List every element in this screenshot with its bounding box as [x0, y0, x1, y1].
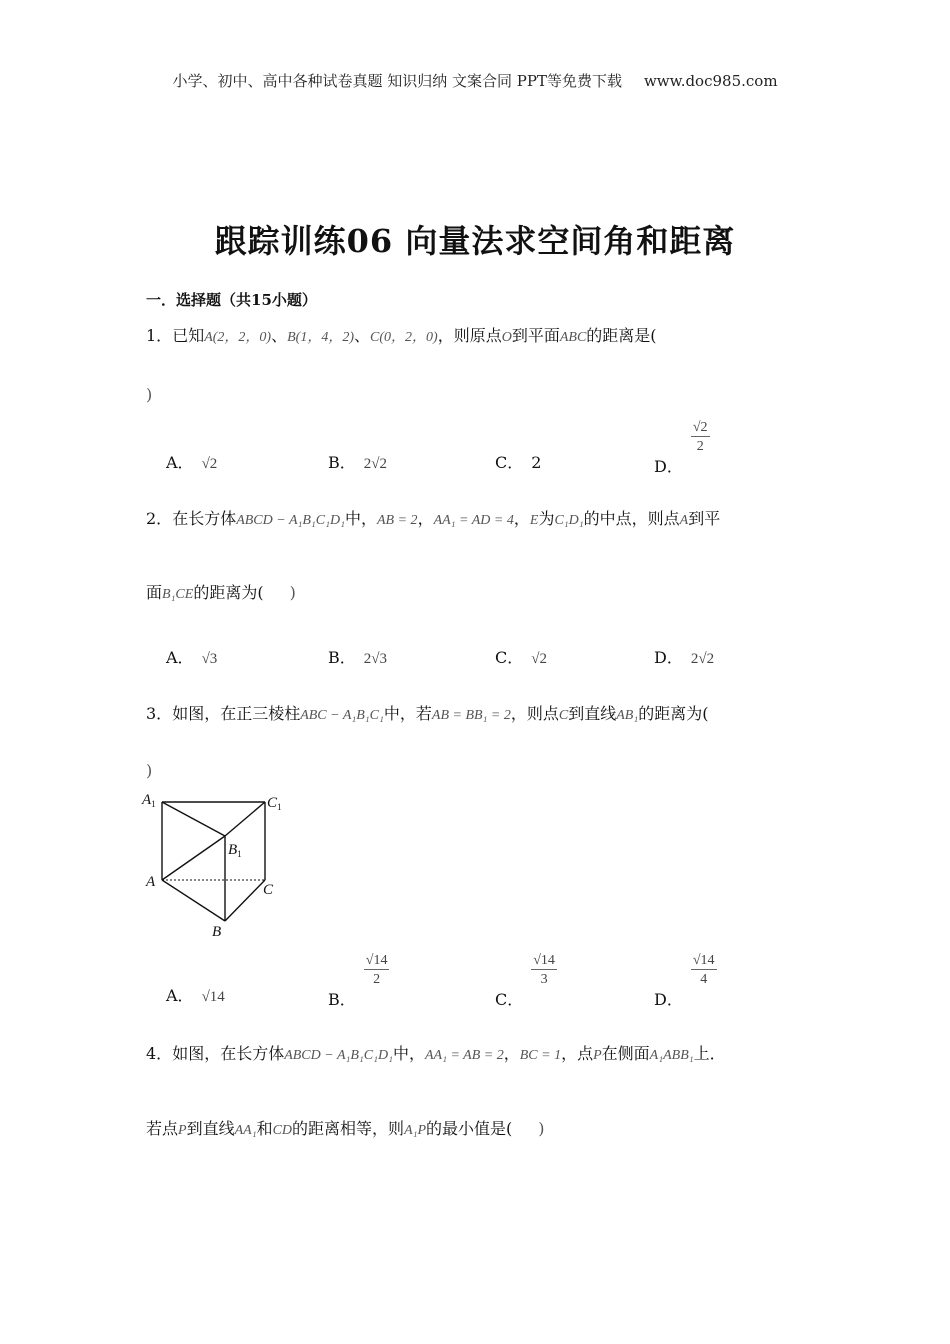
q2-option-b[interactable] [328, 645, 387, 668]
option-label: C． [495, 648, 524, 667]
q3-eq: AB = BB₁ = 2 [431, 708, 511, 723]
q4-line-cd: CD [272, 1123, 293, 1138]
section-heading: 一．选择题（共15小题） [146, 291, 317, 309]
q2-eq-aa: AA₁ = AD = 4 [433, 513, 514, 528]
q4-eq2: BC = 1 [519, 1048, 562, 1063]
q4-close-paren: ) [538, 1119, 545, 1138]
q4-text: 如图，在长方体 [172, 1044, 285, 1063]
q1-option-a[interactable] [166, 450, 217, 473]
edge-b-c [225, 880, 265, 921]
q2-text: 中， [344, 509, 377, 528]
q4-text: 在侧面 [601, 1044, 650, 1063]
page-title: 跟踪训练06 向量法求空间角和距离 [214, 222, 736, 260]
q1-text: 的距离是( [586, 326, 657, 345]
q1-text: ，则原点 [437, 326, 502, 345]
q2-option-d[interactable] [654, 645, 714, 668]
fraction-numerator: √2 [692, 420, 708, 435]
q2-segment: C₁D₁ [554, 513, 584, 528]
q1-plane: ABC [559, 330, 587, 345]
option-fraction [691, 953, 717, 988]
q4-point-p: P [178, 1123, 187, 1138]
q2-solid: ABCD − A₁B₁C₁D₁ [236, 513, 345, 528]
q4-text: 到直线 [186, 1119, 235, 1138]
header-url[interactable]: www.doc985.com [643, 72, 778, 90]
q4-line-aa1: AA₁ [234, 1123, 257, 1138]
option-label: D． [654, 648, 683, 667]
q2-option-a[interactable] [166, 645, 217, 668]
q1-text: 已知 [172, 326, 205, 345]
q4-face: A₁ABB₁ [649, 1048, 694, 1063]
q2-close-paren: ) [289, 583, 296, 602]
q4-text: 的最小值是( [426, 1119, 513, 1138]
option-label: B． [328, 990, 356, 1009]
q1-option-c[interactable] [495, 450, 541, 473]
q1-number: 1． [146, 326, 173, 345]
q2-option-c[interactable] [495, 645, 547, 668]
q3-text: 中，若 [383, 704, 432, 723]
q2-eq-ab: AB = 2 [377, 513, 418, 528]
option-label: A． [166, 453, 194, 472]
q2-comma: ， [417, 509, 434, 528]
q3-close-paren: ) [146, 761, 153, 780]
q2-text: 的中点，则点 [583, 509, 680, 528]
option-label: C． [495, 990, 524, 1009]
option-label: A． [166, 648, 194, 667]
q4-eq1: AA₁ = AB = 2 [425, 1048, 504, 1063]
q2-point-a: A [679, 513, 689, 528]
option-fraction [691, 420, 710, 455]
edge-a1-b1 [162, 802, 225, 836]
option-value: √2 [531, 651, 547, 667]
option-value: √14 [201, 989, 225, 1005]
option-value: 2 [531, 453, 542, 472]
label-c: C [263, 882, 274, 898]
question-3 [146, 703, 708, 727]
q2-point-e: E [529, 513, 539, 528]
q1-origin: O [501, 330, 512, 345]
q1-option-d[interactable] [654, 420, 710, 476]
edge-b1-c1 [225, 802, 265, 836]
option-value: √3 [201, 651, 218, 667]
fraction-numerator: √14 [365, 953, 388, 968]
fraction-denominator: 2 [696, 439, 704, 454]
question-4-cont [146, 1118, 545, 1142]
q1-option-b[interactable] [328, 450, 387, 473]
q2-text: 面 [146, 583, 163, 602]
option-label: B． [328, 453, 356, 472]
fraction-numerator: √14 [533, 953, 555, 968]
option-label: A． [166, 986, 194, 1005]
q3-number: 3． [146, 704, 173, 723]
q3-text: ，则点 [510, 704, 559, 723]
q3-point-c: C [558, 708, 569, 723]
q2-text: 为 [538, 509, 555, 528]
option-fraction [364, 953, 390, 988]
q4-text: 上． [693, 1044, 726, 1063]
q1-point-b: B(1，4，2) [287, 330, 354, 345]
q2-text: 到平 [688, 509, 721, 528]
question-2-cont [146, 582, 296, 606]
q4-point-p: P [593, 1048, 602, 1063]
q1-point-a: A(2，2，0) [204, 330, 272, 345]
q1-sep: 、 [354, 326, 371, 345]
q3-text: 的距离为( [638, 704, 709, 723]
q4-text: 的距离相等，则 [292, 1119, 405, 1138]
fraction-denominator: 4 [700, 972, 708, 987]
option-fraction [531, 953, 557, 988]
q2-plane: B₁CE [162, 587, 194, 602]
option-value: 2√2 [690, 651, 715, 667]
fraction-numerator: √14 [692, 953, 715, 968]
q3-line: AB₁ [616, 708, 639, 723]
q4-text: ，点 [561, 1044, 594, 1063]
q2-text: 的距离为( [193, 583, 264, 602]
option-value: √2 [201, 456, 218, 472]
q3-text: 到直线 [568, 704, 617, 723]
edge-a-b1 [162, 836, 225, 880]
page-header [0, 70, 950, 91]
q4-text: 和 [256, 1119, 273, 1138]
q3-text: 如图，在正三棱柱 [172, 704, 301, 723]
q1-text: 到平面 [511, 326, 560, 345]
question-4 [146, 1043, 726, 1067]
option-label: D． [654, 990, 683, 1009]
fraction-denominator: 3 [540, 972, 548, 987]
fraction-denominator: 2 [373, 972, 381, 987]
q1-close-paren: ) [146, 385, 153, 404]
q3-option-a[interactable] [166, 983, 225, 1006]
q3-solid: ABC − A₁B₁C₁ [300, 708, 384, 723]
option-label: C． [495, 453, 524, 472]
label-a: A [146, 874, 156, 890]
q4-text: 中， [392, 1044, 425, 1063]
q4-text: 若点 [146, 1119, 179, 1138]
question-1 [146, 325, 657, 349]
label-b1: $B_1$ [228, 842, 242, 859]
question-2 [146, 508, 720, 532]
q3-option-b[interactable] [328, 953, 389, 1009]
header-text: 小学、初中、高中各种试卷真题 知识归纳 文案合同 PPT等免费下载 [172, 72, 622, 90]
option-label: B． [328, 648, 356, 667]
q4-segment-a1p: A₁P [404, 1123, 427, 1138]
q2-comma: ， [513, 509, 530, 528]
label-b: B [212, 924, 222, 940]
q2-text: 在长方体 [172, 509, 237, 528]
q4-number: 4． [146, 1044, 173, 1063]
option-value: 2√3 [363, 651, 387, 667]
q4-solid: ABCD − A₁B₁C₁D₁ [284, 1048, 393, 1063]
q3-option-c[interactable] [495, 953, 557, 1009]
q4-comma: ， [503, 1044, 520, 1063]
label-c1: $C_1$ [267, 795, 282, 812]
option-value: 2√2 [363, 456, 387, 472]
q3-prism-figure [140, 788, 300, 940]
q2-number: 2． [146, 509, 173, 528]
option-label: D． [654, 457, 683, 476]
q1-sep: 、 [271, 326, 288, 345]
q3-option-d[interactable] [654, 953, 717, 1009]
q1-point-c: C(0，2，0) [370, 330, 438, 345]
edge-a-b [162, 880, 225, 921]
label-a1: $A_1$ [142, 792, 156, 809]
